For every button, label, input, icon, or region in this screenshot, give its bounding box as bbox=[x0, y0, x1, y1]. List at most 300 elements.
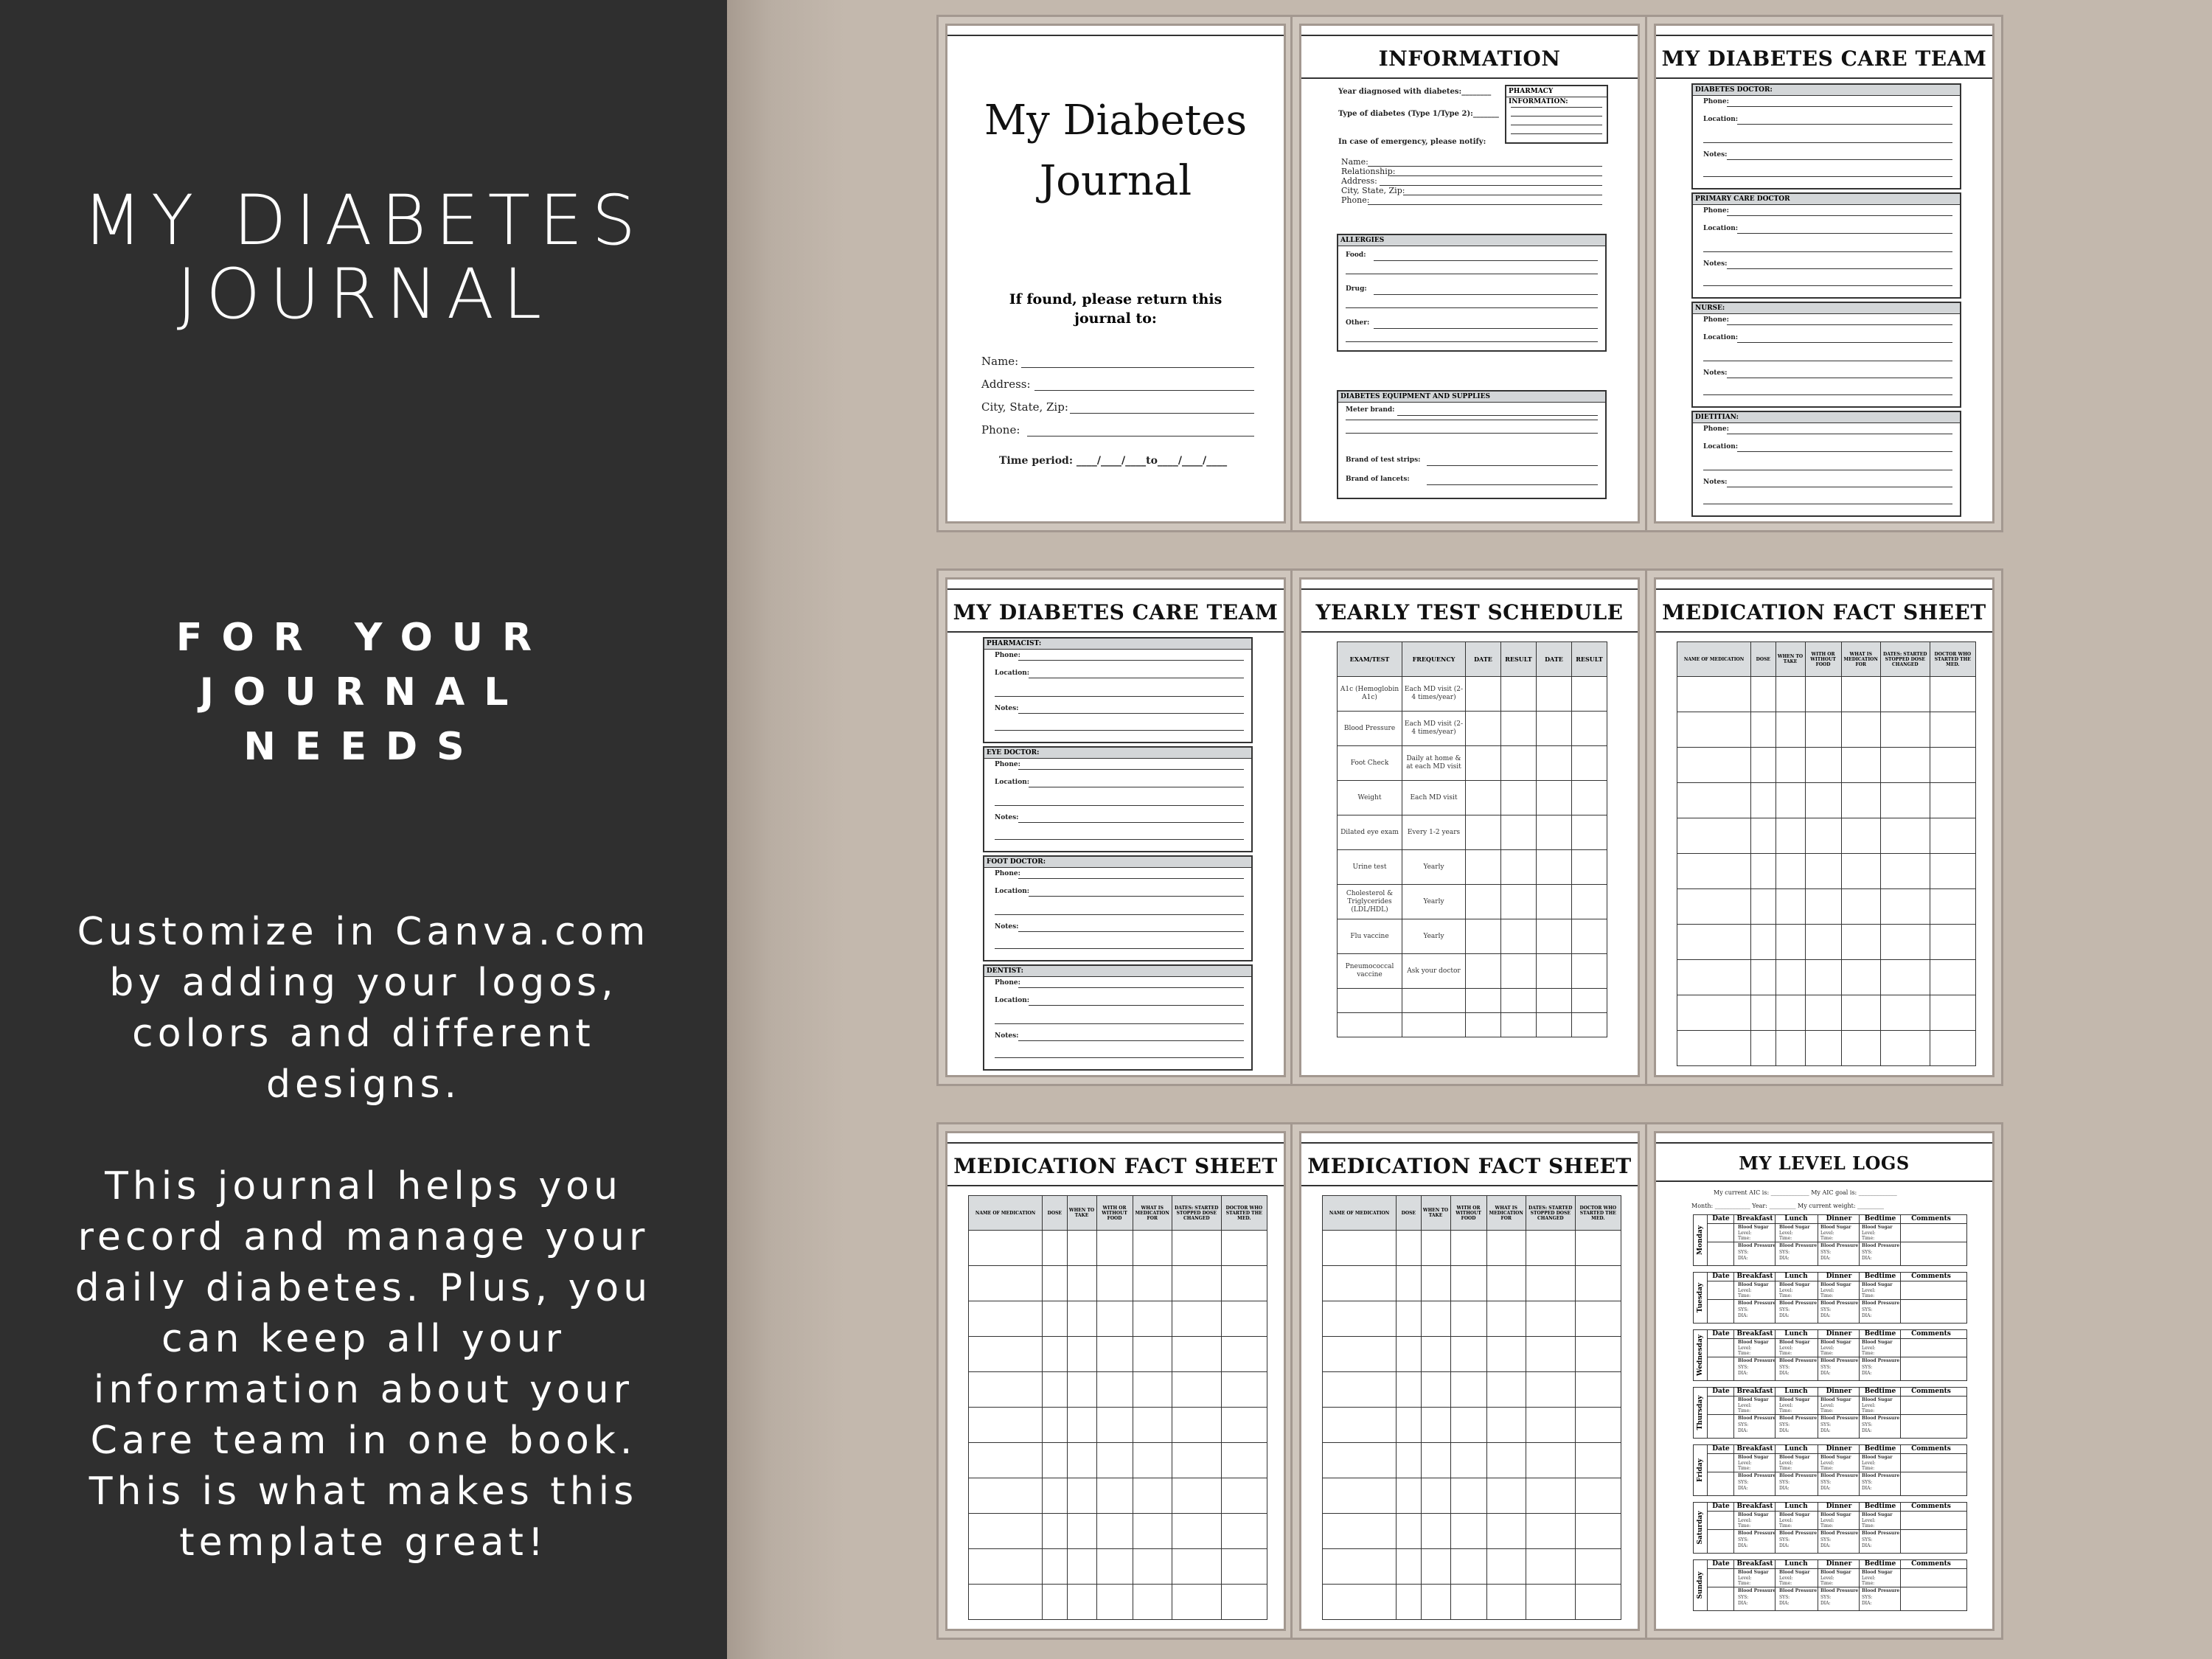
table-cell bbox=[1575, 1337, 1621, 1372]
description-line: Care team in one book. bbox=[90, 1419, 637, 1463]
table-cell bbox=[1880, 677, 1930, 712]
day-block bbox=[1693, 1559, 1967, 1611]
table-cell bbox=[1096, 1231, 1133, 1266]
table-cell bbox=[1133, 1443, 1172, 1478]
table-cell bbox=[1575, 1301, 1621, 1337]
blood-pressure-label: Blood Pressure bbox=[1738, 1243, 1776, 1248]
table-cell bbox=[1402, 1013, 1466, 1037]
table-cell bbox=[1133, 1266, 1172, 1301]
description-line: by adding your logos, bbox=[109, 961, 618, 1005]
table-cell bbox=[1221, 1231, 1267, 1266]
table-header-cell: WHAT IS MEDICATION FOR bbox=[1841, 642, 1880, 677]
column-divider bbox=[1859, 1215, 1860, 1265]
table-header-cell: NAME OF MEDICATION bbox=[1323, 1196, 1397, 1231]
emergency-field-line bbox=[1368, 166, 1602, 167]
blood-sugar-label: Blood Sugar bbox=[1862, 1225, 1893, 1230]
time-label: Time: bbox=[1738, 1236, 1751, 1241]
table-cell bbox=[1067, 1443, 1096, 1478]
level-label: Level: bbox=[1738, 1576, 1752, 1581]
table-row bbox=[1323, 1231, 1621, 1266]
table-cell bbox=[1572, 781, 1607, 815]
table-cell bbox=[1775, 995, 1805, 1031]
column-divider bbox=[1733, 1330, 1734, 1380]
dia-label: DIA: bbox=[1779, 1371, 1790, 1376]
care-field-line bbox=[1727, 159, 1952, 160]
table-cell bbox=[1133, 1337, 1172, 1372]
day-column-header: Breakfast bbox=[1736, 1560, 1773, 1568]
blood-sugar-label: Blood Sugar bbox=[1862, 1397, 1893, 1402]
dia-label: DIA: bbox=[1820, 1543, 1831, 1548]
equipment-field-label: Meter brand: bbox=[1346, 406, 1395, 414]
column-divider bbox=[1900, 1560, 1901, 1610]
table-cell bbox=[1043, 1266, 1067, 1301]
level-label: Level: bbox=[1820, 1346, 1834, 1351]
dia-label: DIA: bbox=[1862, 1601, 1872, 1606]
table-cell bbox=[1880, 783, 1930, 818]
time-label: Time: bbox=[1779, 1581, 1792, 1586]
column-divider bbox=[1733, 1388, 1734, 1438]
table-cell bbox=[1537, 781, 1572, 815]
table-cell bbox=[1677, 925, 1751, 960]
table-cell bbox=[1775, 677, 1805, 712]
table-cell: Daily at home & at each MD visit bbox=[1402, 746, 1466, 781]
table-row bbox=[1338, 954, 1607, 989]
blood-sugar-label: Blood Sugar bbox=[1738, 1455, 1769, 1460]
table-cell bbox=[1751, 925, 1775, 960]
pharmacy-box bbox=[1505, 85, 1608, 144]
sys-label: SYS: bbox=[1779, 1595, 1790, 1600]
care-section-header: PHARMACIST: bbox=[984, 639, 1251, 650]
middle-line bbox=[1707, 1529, 1966, 1530]
emergency-label: In case of emergency, please notify: bbox=[1338, 138, 1486, 146]
time-label: Time: bbox=[1779, 1236, 1792, 1241]
level-label: Level: bbox=[1779, 1518, 1793, 1523]
table-cell bbox=[1677, 995, 1751, 1031]
table-cell bbox=[1096, 1301, 1133, 1337]
table-cell bbox=[1172, 1514, 1221, 1549]
diabetes-type: Type of diabetes (Type 1/Type 2):_______ bbox=[1338, 110, 1499, 118]
table-row bbox=[1677, 677, 1976, 712]
dia-label: DIA: bbox=[1738, 1543, 1748, 1548]
description-line: can keep all your bbox=[161, 1317, 566, 1361]
table-cell bbox=[1067, 1549, 1096, 1585]
dia-label: DIA: bbox=[1738, 1256, 1748, 1261]
level-label: Level: bbox=[1820, 1231, 1834, 1236]
cover-field-line bbox=[1034, 390, 1254, 391]
level-label: Level: bbox=[1779, 1288, 1793, 1293]
table-cell bbox=[1397, 1514, 1421, 1549]
allergies-box bbox=[1337, 234, 1607, 352]
table-header-cell: WHAT IS MEDICATION FOR bbox=[1133, 1196, 1172, 1231]
description-line: record and manage your bbox=[77, 1215, 650, 1259]
table-cell bbox=[1486, 1585, 1526, 1620]
table-cell bbox=[1421, 1585, 1450, 1620]
blood-sugar-label: Blood Sugar bbox=[1779, 1455, 1810, 1460]
table-row bbox=[1323, 1514, 1621, 1549]
table-cell bbox=[1537, 989, 1572, 1013]
table-cell bbox=[1221, 1514, 1267, 1549]
table-row bbox=[1338, 746, 1607, 781]
day-column-header: Lunch bbox=[1784, 1503, 1808, 1510]
table-cell bbox=[1421, 1231, 1450, 1266]
middle-line bbox=[1707, 1414, 1966, 1415]
care-field-line bbox=[1727, 324, 1952, 325]
care-field-label: Phone: bbox=[1703, 98, 1729, 105]
care-field-label: Phone: bbox=[995, 979, 1020, 987]
table-cell bbox=[1677, 1031, 1751, 1066]
blood-sugar-label: Blood Sugar bbox=[1779, 1570, 1810, 1575]
table-cell bbox=[1677, 783, 1751, 818]
day-column-header: Dinner bbox=[1826, 1445, 1852, 1453]
day-column-header: Breakfast bbox=[1736, 1388, 1773, 1395]
top-rule bbox=[1656, 26, 1992, 36]
table-cell bbox=[1751, 712, 1775, 748]
blood-sugar-label: Blood Sugar bbox=[1820, 1397, 1851, 1402]
care-field-line bbox=[995, 839, 1244, 840]
table-cell bbox=[1096, 1549, 1133, 1585]
information-page bbox=[1299, 24, 1640, 524]
table-header-cell: WHEN TO TAKE bbox=[1421, 1196, 1450, 1231]
table-cell bbox=[1930, 748, 1975, 783]
blood-pressure-label: Blood Pressure bbox=[1820, 1473, 1859, 1478]
day-name: Monday bbox=[1697, 1225, 1704, 1255]
blood-sugar-label: Blood Sugar bbox=[1820, 1225, 1851, 1230]
care-field-line bbox=[1018, 822, 1244, 823]
table-cell bbox=[1221, 1372, 1267, 1408]
table-cell bbox=[1930, 712, 1975, 748]
table-cell bbox=[1067, 1478, 1096, 1514]
table-cell bbox=[1775, 854, 1805, 889]
time-label: Time: bbox=[1779, 1351, 1792, 1356]
care-section-header: FOOT DOCTOR: bbox=[984, 857, 1251, 868]
table-header-cell: WHEN TO TAKE bbox=[1775, 642, 1805, 677]
blood-pressure-label: Blood Pressure bbox=[1820, 1243, 1859, 1248]
sys-label: SYS: bbox=[1862, 1537, 1873, 1543]
table-cell bbox=[1486, 1337, 1526, 1372]
table-cell bbox=[1751, 995, 1775, 1031]
table-cell bbox=[1172, 1549, 1221, 1585]
day-name: Saturday bbox=[1697, 1511, 1704, 1545]
table-cell bbox=[1397, 1337, 1421, 1372]
table-cell bbox=[1841, 925, 1880, 960]
allergies-header: ALLERGIES bbox=[1338, 235, 1605, 246]
care-field-label: Notes: bbox=[995, 705, 1019, 712]
day-column-header: Bedtime bbox=[1864, 1560, 1896, 1568]
table-cell bbox=[1450, 1443, 1486, 1478]
column-divider bbox=[1859, 1388, 1860, 1438]
care-field-label: Location: bbox=[1703, 443, 1739, 451]
care-field-label: Notes: bbox=[995, 1032, 1019, 1040]
table-cell bbox=[1221, 1585, 1267, 1620]
table-cell bbox=[969, 1514, 1043, 1549]
dia-label: DIA: bbox=[1738, 1428, 1748, 1433]
table-cell bbox=[1526, 1443, 1575, 1478]
table-cell bbox=[1067, 1266, 1096, 1301]
care-field-label: Location: bbox=[995, 997, 1030, 1004]
sys-label: SYS: bbox=[1862, 1595, 1873, 1600]
page-title: MY DIABETES CARE TEAM bbox=[953, 600, 1279, 625]
table-cell bbox=[1526, 1514, 1575, 1549]
table-cell bbox=[1172, 1266, 1221, 1301]
table-cell bbox=[1397, 1443, 1421, 1478]
table-header-cell: RESULT bbox=[1501, 642, 1537, 677]
table-cell bbox=[1575, 1372, 1621, 1408]
table-cell bbox=[1751, 818, 1775, 854]
care-field-line bbox=[1703, 251, 1952, 252]
day-block bbox=[1693, 1444, 1967, 1496]
table-cell bbox=[1775, 748, 1805, 783]
table-row bbox=[1677, 995, 1976, 1031]
table-cell bbox=[1096, 1408, 1133, 1443]
dia-label: DIA: bbox=[1779, 1428, 1790, 1433]
column-divider bbox=[1900, 1215, 1901, 1265]
blood-sugar-label: Blood Sugar bbox=[1779, 1397, 1810, 1402]
table-cell bbox=[1221, 1549, 1267, 1585]
level-label: Level: bbox=[1820, 1576, 1834, 1581]
table-cell bbox=[1575, 1408, 1621, 1443]
care-section-box bbox=[1691, 302, 1961, 408]
table-cell bbox=[1751, 854, 1775, 889]
table-cell bbox=[1751, 960, 1775, 995]
table-cell bbox=[1930, 783, 1975, 818]
table-row bbox=[1338, 885, 1607, 919]
day-column-header: Comments bbox=[1911, 1503, 1951, 1510]
yearly-test-page bbox=[1299, 577, 1640, 1077]
care-field-line bbox=[995, 805, 1244, 806]
table-cell bbox=[1133, 1408, 1172, 1443]
dia-label: DIA: bbox=[1738, 1486, 1748, 1491]
title-rule bbox=[1656, 77, 1992, 79]
blood-pressure-label: Blood Pressure bbox=[1738, 1531, 1776, 1536]
table-cell bbox=[1841, 1031, 1880, 1066]
table-cell bbox=[1526, 1231, 1575, 1266]
description-line: daily diabetes. Plus, you bbox=[74, 1266, 653, 1310]
care-section-header: DIABETES DOCTOR: bbox=[1693, 85, 1960, 96]
day-column-header: Date bbox=[1712, 1273, 1730, 1280]
blood-sugar-label: Blood Sugar bbox=[1820, 1455, 1851, 1460]
table-header-cell: EXAM/TEST bbox=[1338, 642, 1402, 677]
table-cell bbox=[1323, 1585, 1397, 1620]
table-cell bbox=[1880, 748, 1930, 783]
table-row bbox=[969, 1585, 1267, 1620]
table-cell bbox=[1805, 712, 1841, 748]
sys-label: SYS: bbox=[1779, 1307, 1790, 1312]
table-cell bbox=[1775, 783, 1805, 818]
table-cell bbox=[969, 1266, 1043, 1301]
blood-pressure-label: Blood Pressure bbox=[1820, 1416, 1859, 1421]
blood-sugar-label: Blood Sugar bbox=[1820, 1340, 1851, 1345]
table-cell bbox=[1323, 1478, 1397, 1514]
time-label: Time: bbox=[1820, 1351, 1834, 1356]
care-section-box bbox=[1691, 83, 1961, 189]
time-label: Time: bbox=[1820, 1466, 1834, 1471]
day-column-header: Bedtime bbox=[1864, 1273, 1896, 1280]
time-label: Time: bbox=[1862, 1408, 1875, 1413]
table-cell bbox=[1323, 1301, 1397, 1337]
table-header-cell: RESULT bbox=[1572, 642, 1607, 677]
blood-pressure-label: Blood Pressure bbox=[1738, 1416, 1776, 1421]
column-divider bbox=[1900, 1388, 1901, 1438]
table-cell: Every 1-2 years bbox=[1402, 815, 1466, 850]
header-line bbox=[1707, 1511, 1966, 1512]
blood-sugar-label: Blood Sugar bbox=[1820, 1512, 1851, 1517]
sys-label: SYS: bbox=[1738, 1595, 1749, 1600]
table-cell bbox=[1751, 748, 1775, 783]
table-cell bbox=[1537, 677, 1572, 712]
day-column-header: Lunch bbox=[1784, 1560, 1808, 1568]
table-cell bbox=[1466, 677, 1501, 712]
time-label: Time: bbox=[1862, 1293, 1875, 1298]
care-field-line bbox=[1018, 931, 1244, 932]
sys-label: SYS: bbox=[1820, 1480, 1832, 1485]
table-cell bbox=[1486, 1372, 1526, 1408]
table-row bbox=[1677, 1031, 1976, 1066]
table-cell: Flu vaccine bbox=[1338, 919, 1402, 954]
cover-field-label: Address: bbox=[981, 378, 1031, 391]
table-cell bbox=[1775, 712, 1805, 748]
page-previews bbox=[727, 0, 2212, 1659]
day-name: Thursday bbox=[1697, 1395, 1704, 1430]
care-field-line bbox=[1727, 106, 1952, 107]
table-cell bbox=[1572, 815, 1607, 850]
dia-label: DIA: bbox=[1738, 1313, 1748, 1318]
table-cell bbox=[1526, 1585, 1575, 1620]
pharmacy-header: PHARMACY INFORMATION: bbox=[1506, 86, 1607, 97]
table-cell bbox=[1486, 1266, 1526, 1301]
day-column-header: Lunch bbox=[1784, 1388, 1808, 1395]
table-row bbox=[969, 1478, 1267, 1514]
table-header-cell: DATES: STARTED STOPPED DOSE CHANGED bbox=[1526, 1196, 1575, 1231]
table-cell bbox=[1397, 1231, 1421, 1266]
description bbox=[29, 907, 698, 1568]
table-cell bbox=[1067, 1514, 1096, 1549]
table-cell bbox=[1172, 1337, 1221, 1372]
blood-pressure-label: Blood Pressure bbox=[1820, 1358, 1859, 1363]
table-cell bbox=[1575, 1585, 1621, 1620]
table-cell bbox=[1466, 885, 1501, 919]
table-cell bbox=[969, 1231, 1043, 1266]
blood-pressure-label: Blood Pressure bbox=[1738, 1473, 1776, 1478]
sys-label: SYS: bbox=[1738, 1250, 1749, 1255]
blood-pressure-label: Blood Pressure bbox=[1862, 1243, 1900, 1248]
table-cell bbox=[1537, 919, 1572, 954]
day-column-header: Date bbox=[1712, 1560, 1730, 1568]
table-cell bbox=[1043, 1549, 1067, 1585]
table-cell bbox=[1841, 818, 1880, 854]
allergy-line bbox=[1346, 341, 1598, 342]
blood-pressure-label: Blood Pressure bbox=[1862, 1416, 1900, 1421]
care-section-header: DIETITIAN: bbox=[1693, 412, 1960, 423]
table-cell bbox=[1466, 954, 1501, 989]
table-row bbox=[1677, 854, 1976, 889]
table-header-cell: WITH OR WITHOUT FOOD bbox=[1096, 1196, 1133, 1231]
table-cell bbox=[1775, 818, 1805, 854]
table-cell bbox=[1466, 919, 1501, 954]
care-field-label: Location: bbox=[995, 669, 1030, 677]
time-label: Time: bbox=[1862, 1466, 1875, 1471]
day-column-header: Comments bbox=[1911, 1388, 1951, 1395]
table-cell bbox=[1501, 954, 1537, 989]
blood-pressure-label: Blood Pressure bbox=[1738, 1358, 1776, 1363]
table-cell: Foot Check bbox=[1338, 746, 1402, 781]
blood-sugar-label: Blood Sugar bbox=[1820, 1282, 1851, 1287]
table-cell bbox=[1323, 1408, 1397, 1443]
table-cell bbox=[1172, 1443, 1221, 1478]
table-cell bbox=[1486, 1231, 1526, 1266]
level-label: Level: bbox=[1820, 1461, 1834, 1466]
care-field-line bbox=[1703, 176, 1952, 177]
column-divider bbox=[1733, 1503, 1734, 1553]
table-cell bbox=[1501, 919, 1537, 954]
table-cell bbox=[1466, 989, 1501, 1013]
description-line: information about your bbox=[93, 1368, 634, 1412]
blood-sugar-label: Blood Sugar bbox=[1738, 1282, 1769, 1287]
equipment-line bbox=[1346, 433, 1598, 434]
table-row bbox=[1323, 1443, 1621, 1478]
care-field-label: Notes: bbox=[1703, 479, 1728, 486]
care-field-label: Location: bbox=[995, 779, 1030, 786]
column-divider bbox=[1733, 1273, 1734, 1323]
table-cell bbox=[1775, 925, 1805, 960]
day-name-cell bbox=[1694, 1330, 1708, 1380]
table-cell bbox=[1133, 1372, 1172, 1408]
table-cell bbox=[1841, 889, 1880, 925]
time-label: Time: bbox=[1738, 1581, 1751, 1586]
table-cell bbox=[1805, 677, 1841, 712]
day-name-cell bbox=[1694, 1503, 1708, 1553]
table-cell: Blood Pressure bbox=[1338, 712, 1402, 746]
table-cell bbox=[1930, 995, 1975, 1031]
allergy-field-label: Other: bbox=[1346, 319, 1370, 327]
title-rule bbox=[1301, 631, 1638, 633]
table-cell bbox=[1572, 850, 1607, 885]
table-cell bbox=[1067, 1337, 1096, 1372]
dia-label: DIA: bbox=[1779, 1601, 1790, 1606]
table-row bbox=[969, 1443, 1267, 1478]
table-cell bbox=[1421, 1549, 1450, 1585]
table-cell bbox=[1572, 1013, 1607, 1037]
table-cell bbox=[1751, 677, 1775, 712]
table-cell bbox=[1043, 1585, 1067, 1620]
top-rule bbox=[947, 580, 1284, 590]
care-field-line bbox=[1737, 342, 1952, 343]
time-label: Time: bbox=[1738, 1408, 1751, 1413]
dia-label: DIA: bbox=[1820, 1371, 1831, 1376]
middle-line bbox=[1707, 1299, 1966, 1300]
care-field-line bbox=[1018, 769, 1244, 770]
year-diagnosed: Year diagnosed with diabetes:________ bbox=[1338, 88, 1492, 96]
cover-field-label: Name: bbox=[981, 355, 1019, 368]
table-row bbox=[1323, 1372, 1621, 1408]
table-cell bbox=[1421, 1443, 1450, 1478]
cover-page bbox=[945, 24, 1286, 524]
title-rule bbox=[1656, 1180, 1992, 1182]
blood-sugar-label: Blood Sugar bbox=[1738, 1512, 1769, 1517]
table-cell bbox=[1450, 1514, 1486, 1549]
table-cell bbox=[1677, 960, 1751, 995]
time-label: Time: bbox=[1862, 1581, 1875, 1586]
blood-pressure-label: Blood Pressure bbox=[1862, 1588, 1900, 1593]
table-cell: Urine test bbox=[1338, 850, 1402, 885]
day-block bbox=[1693, 1214, 1967, 1266]
care-field-label: Phone: bbox=[1703, 316, 1729, 324]
table-cell bbox=[1537, 954, 1572, 989]
blood-pressure-label: Blood Pressure bbox=[1862, 1358, 1900, 1363]
table-row bbox=[969, 1301, 1267, 1337]
table-cell bbox=[1486, 1408, 1526, 1443]
day-column-header: Comments bbox=[1911, 1560, 1951, 1568]
blood-sugar-label: Blood Sugar bbox=[1738, 1570, 1769, 1575]
